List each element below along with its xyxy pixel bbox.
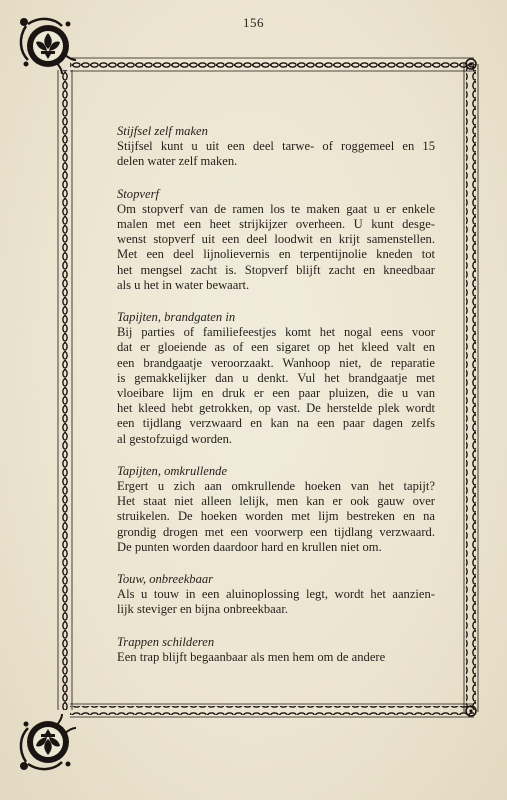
frame-right-border: [464, 64, 478, 712]
entry: [117, 124, 435, 170]
entry-text-line: is gemakkelijker dan u denkt. Vul het brandgaatje met: [117, 370, 435, 385]
entry-text-line: dat er gloeiende as of een sigaret op het kleed valt en: [117, 340, 435, 355]
entry: [117, 310, 435, 447]
entry-text-line: Een trap blijft begaanbaar als men hem om de andere: [117, 649, 386, 664]
entry-text-line: Om stopverf van de ramen los te maken gaat u er enkele: [117, 201, 435, 216]
fleur-de-lis-ornament-icon: [20, 714, 76, 770]
fleur-de-lis-ornament-icon: [20, 18, 76, 74]
entry-title: Trappen schilderen: [117, 634, 215, 649]
entry-text-line: Ergert u zich aan omkrullende hoeken van het tapijt?: [117, 479, 435, 494]
entry-text-line: het mengsel zacht is. Stopverf blijft zacht en kneedbaar: [117, 262, 435, 277]
entry-text-line: struikelen. De hoeken worden met lijm bestreken en na: [117, 509, 435, 524]
entry-title: Stijfsel zelf maken: [117, 124, 208, 138]
entry-title: Tapijten, brandgaten in: [117, 310, 236, 325]
entry-text-line: Als u touw in een aluinoplossing legt, wordt het aanzien-: [117, 587, 435, 602]
entry-text-line: Bij parties of familiefeestjes komt het nogal eens voor: [117, 325, 435, 340]
entry-title: Tapijten, omkrullende: [117, 463, 228, 478]
entry-text-line: vloeibare lijm en druk er een paar pluizen, die u van: [117, 386, 435, 401]
entry-text-line: De punten worden daardoor hard en krullen niet om.: [117, 539, 382, 554]
entry: [117, 187, 435, 293]
text-body: [117, 124, 435, 665]
entry: [117, 635, 435, 665]
entry-text-line: lijk steviger en bijna onbreekbaar.: [117, 602, 289, 617]
entry-text-line: Het staat niet alleen lelijk, men kan er ook gauw over: [117, 494, 435, 509]
entry-text-line: een brandgaatje veroorzaakt. Wanhoop niet, de reparatie: [117, 355, 435, 370]
entry-text-line: als u het in water bewaart.: [117, 277, 250, 292]
entry-text-line: Stijfsel kunt u uit een deel tarwe- of roggemeel en 15: [117, 139, 435, 154]
frame-left-border: [58, 70, 72, 710]
entry: [117, 572, 435, 618]
entry-text-line: het kleed hebt getrokken, op vast. De herstelde plek wordt: [117, 401, 435, 416]
frame-bottom-border: [70, 704, 474, 717]
frame-top-border: [70, 58, 474, 71]
entry-title: Touw, onbreekbaar: [117, 572, 214, 587]
entry-text-line: wenst stopverf uit een deel loodwit en krijt samenstellen.: [117, 232, 435, 247]
entry-text-line: Met een deel lijnolievernis en terpentijnolie kneden tot: [117, 247, 435, 262]
entry-text-line: al gestofzuigd worden.: [117, 431, 233, 446]
entry-text-line: delen water zelf maken.: [117, 154, 238, 169]
entry-text-line: malen met een heet strijkijzer overheen. U kunt desge-: [117, 217, 435, 232]
entry-title: Stopverf: [117, 186, 159, 201]
entry-text-line: een tijdlang verzwaard en kan na een paar dagen zelfs: [117, 416, 435, 431]
entry-text-line: grondig drogen met een voorwerp een tijdlang verzwaard.: [117, 524, 435, 539]
entry: [117, 464, 435, 555]
page-number: 156: [243, 15, 264, 30]
